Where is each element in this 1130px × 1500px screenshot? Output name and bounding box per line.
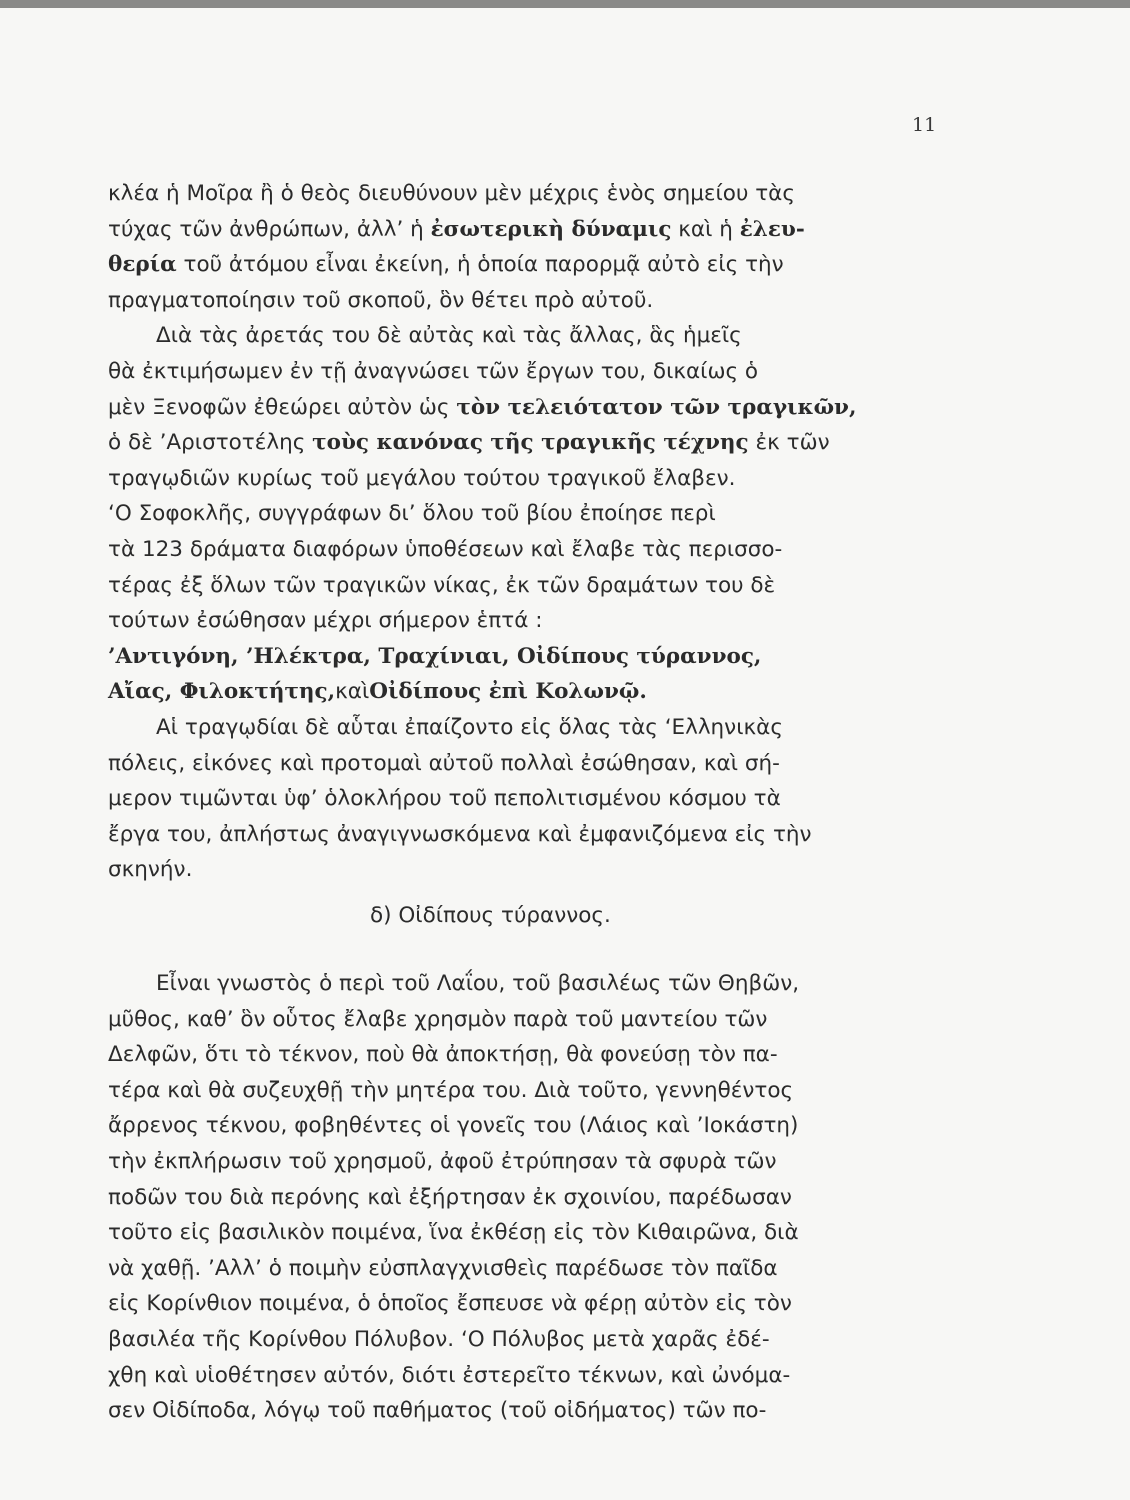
text-line <box>108 817 948 853</box>
text-run: τέρα καὶ θὰ συζευχθῇ τὴν μητέρα του. Διὰ τοῦτο, γεννηθέντος <box>108 1077 794 1103</box>
text-run: χθη καὶ υἱοθέτησεν αὐτόν, διότι ἐστερεῖτο τέκνων, καὶ ὠνόμα- <box>108 1362 791 1388</box>
section-heading: δ) Οἰδίπους τύραννος. <box>370 903 611 928</box>
text-line <box>108 354 948 390</box>
text-line <box>108 710 948 746</box>
text-run: ὁ δὲ ’Αριστοτέλης <box>108 430 306 456</box>
text-line <box>108 1286 948 1322</box>
text-line <box>108 674 948 710</box>
text-line <box>108 1073 948 1109</box>
text-run: νὰ χαθῇ. ’Αλλ’ ὁ ποιμὴν εὐσπλαγχνισθεὶς παρέδωσε τὸν παῖδα <box>108 1255 778 1281</box>
bold-phrase: τοὺς κανόνας τῆς τραγικῆς τέχνης <box>312 430 749 456</box>
text-run: τούτων ἐσώθησαν μέχρι σήμερον ἑπτά : <box>108 608 543 634</box>
text-line <box>108 1251 948 1287</box>
text-run: ἄρρενος τέκνου, φοβηθέντες οἱ γονεῖς του (Λάιος καὶ ’Ιοκάστη) <box>108 1113 799 1139</box>
text-run: μῦθος, καθ’ ὃν οὗτος ἔλαβε χρησμὸν παρὰ τοῦ μαντείου τῶν <box>108 1006 768 1032</box>
scan-border <box>0 0 1130 8</box>
text-line <box>108 1215 948 1251</box>
text-line <box>108 1358 948 1394</box>
text-line <box>108 496 948 532</box>
text-run: τοῦτο εἰς βασιλικὸν ποιμένα, ἵνα ἐκθέσῃ εἰς τὸν Κιθαιρῶνα, διὰ <box>108 1220 799 1246</box>
text-line <box>108 966 948 1002</box>
bold-phrase: θερία <box>108 252 177 278</box>
text-line <box>108 532 948 568</box>
text-line <box>108 461 948 497</box>
text-run: μερον τιμῶνται ὑφ’ ὁλοκλήρου τοῦ πεπολιτισμένου κόσμου τὰ <box>108 786 781 812</box>
text-run: ἐκ τῶν <box>755 430 830 456</box>
text-line <box>108 1037 948 1073</box>
text-line <box>108 283 948 319</box>
body-text-section-1 <box>108 176 948 888</box>
text-run: τοῦ ἀτόμου εἶναι ἐκείνη, ἡ ὁποία παρορμᾷ αὐτὸ εἰς τὴν <box>183 252 784 278</box>
text-line <box>108 568 948 604</box>
text-run: εἰς Κορίνθιον ποιμένα, ὁ ὁποῖος ἔσπευσε νὰ φέρῃ αὐτὸν εἰς τὸν <box>108 1291 792 1317</box>
text-line <box>108 318 948 354</box>
bold-phrase: ἐλευ- <box>739 216 805 242</box>
text-line <box>108 1002 948 1038</box>
text-run: Διὰ τὰς ἀρετάς του δὲ αὐτὰς καὶ τὰς ἄλλας, ἃς ἡμεῖς <box>156 323 742 349</box>
text-run: σεν Οἰδίποδα, λόγῳ τοῦ παθήματος (τοῦ οἰδήματος) τῶν πο- <box>108 1398 767 1424</box>
text-run: τραγῳδιῶν κυρίως τοῦ μεγάλου τούτου τραγικοῦ ἔλαβεν. <box>108 465 736 491</box>
text-run: καὶ ἡ <box>678 216 733 242</box>
page-number: 11 <box>912 114 937 136</box>
bold-phrase: τὸν τελειότατον τῶν τραγικῶν, <box>456 394 857 420</box>
body-text-section-2 <box>108 966 948 1429</box>
text-line <box>108 781 948 817</box>
text-line <box>108 1322 948 1358</box>
text-run: μὲν Ξενοφῶν ἐθεώρει αὐτὸν ὡς <box>108 394 450 420</box>
text-line <box>108 1144 948 1180</box>
play-titles: Οἰδίπους ἐπὶ Κολωνῷ. <box>369 679 647 705</box>
text-run: πόλεις, εἰκόνες καὶ προτομαὶ αὐτοῦ πολλαὶ ἐσώθησαν, καὶ σή- <box>108 750 780 776</box>
play-titles: ’Αντιγόνη, ’Ηλέκτρα, Τραχίνιαι, Οἰδίπους τύραννος, <box>108 643 762 669</box>
text-line <box>108 212 948 248</box>
text-line <box>108 1393 948 1429</box>
text-line <box>108 425 948 461</box>
text-line <box>108 746 948 782</box>
text-run: Εἶναι γνωστὸς ὁ περὶ τοῦ Λαΐου, τοῦ βασιλέως τῶν Θηβῶν, <box>156 971 800 996</box>
text-line <box>108 247 948 283</box>
text-run: θὰ ἐκτιμήσωμεν ἐν τῇ ἀναγνώσει τῶν ἔργων του, δικαίως ὁ <box>108 358 759 384</box>
text-line <box>108 390 948 426</box>
text-line <box>108 639 948 675</box>
text-run: ἔργα του, ἀπλήστως ἀναγιγνωσκόμενα καὶ ἐμφανιζόμενα εἰς τὴν <box>108 821 812 847</box>
text-run: σκηνήν. <box>108 857 193 883</box>
text-run: ποδῶν του διὰ περόνης καὶ ἐξήρτησαν ἐκ σχοινίου, παρέδωσαν <box>108 1184 792 1210</box>
text-run: τύχας τῶν ἀνθρώπων, ἀλλ’ ἡ <box>108 216 424 242</box>
text-run: τὴν ἐκπλήρωσιν τοῦ χρησμοῦ, ἀφοῦ ἐτρύπησαν τὰ σφυρὰ τῶν <box>108 1148 777 1174</box>
text-run: Αἱ τραγῳδίαι δὲ αὗται ἐπαίζοντο εἰς ὅλας τὰς ‘Ελληνικὰς <box>156 714 783 740</box>
text-run: ‘Ο Σοφοκλῆς, συγγράφων δι’ ὅλου τοῦ βίου ἐποίησε περὶ <box>108 501 716 527</box>
text-run: τὰ 123 δράματα διαφόρων ὑποθέσεων καὶ ἔλαβε τὰς περισσο- <box>108 536 783 562</box>
text-line <box>108 1108 948 1144</box>
text-line <box>108 176 948 212</box>
text-run: Δελφῶν, ὅτι τὸ τέκνον, ποὺ θὰ ἀποκτήσῃ, θὰ φονεύσῃ τὸν πα- <box>108 1042 778 1068</box>
text-run: κλέα ἡ Μοῖρα ἢ ὁ θεὸς διευθύνουν μὲν μέχρις ἑνὸς σημείου τὰς <box>108 181 795 206</box>
play-titles: Αἴας, Φιλοκτήτης, <box>108 679 336 705</box>
text-line <box>108 603 948 639</box>
text-run: πραγματοποίησιν τοῦ σκοποῦ, ὃν θέτει πρὸ αὐτοῦ. <box>108 287 654 313</box>
text-run: τέρας ἐξ ὅλων τῶν τραγικῶν νίκας, ἐκ τῶν δραμάτων του δὲ <box>108 572 776 598</box>
text-line <box>108 852 948 888</box>
bold-phrase: ἐσωτερικὴ δύναμις <box>430 216 672 242</box>
text-run: βασιλέα τῆς Κορίνθου Πόλυβον. ‘Ο Πόλυβος μετὰ χαρᾶς ἐδέ- <box>108 1326 770 1352</box>
text-line <box>108 1180 948 1216</box>
text-run: καὶ <box>335 679 370 705</box>
